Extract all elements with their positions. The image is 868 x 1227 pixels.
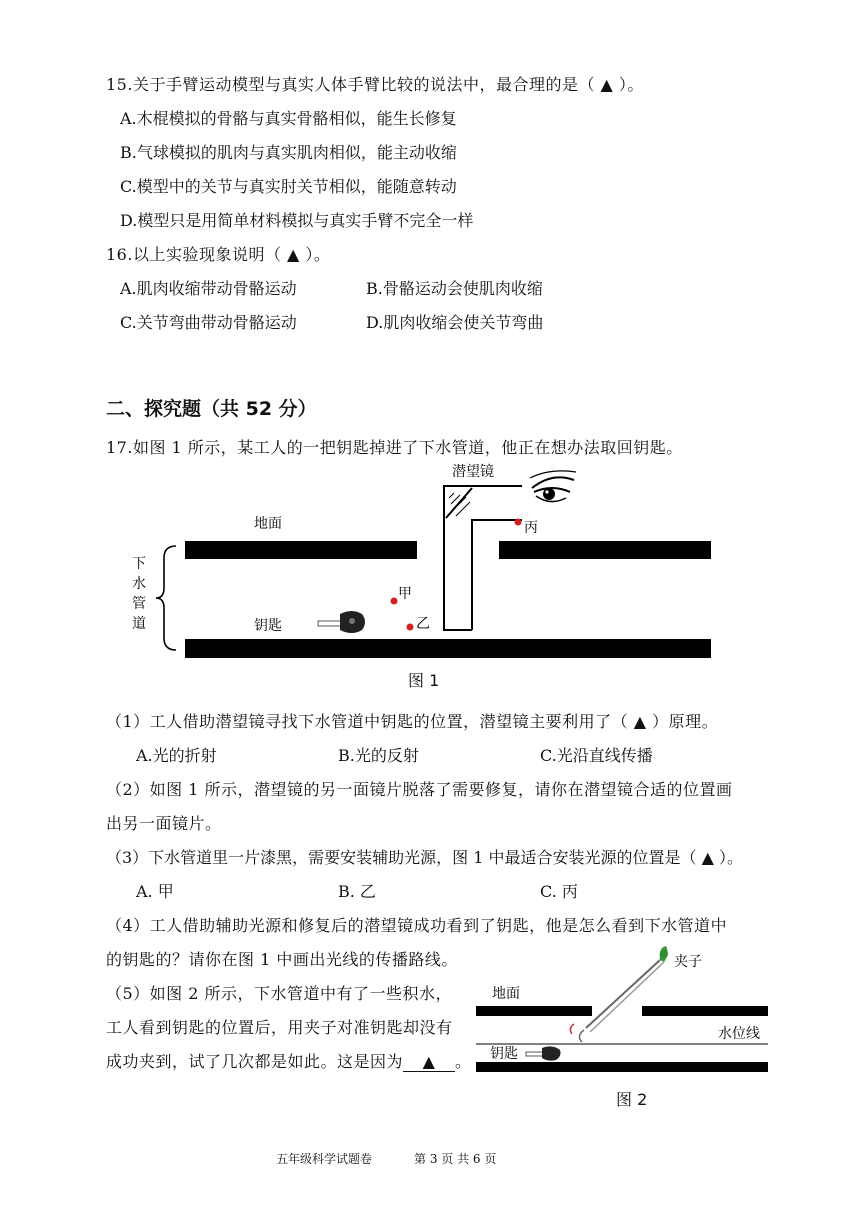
fig2-pipe-top-right (642, 1006, 768, 1016)
q17-p5-text: 成功夹到，试了几次都是如此。这是因为 (106, 1052, 404, 1071)
label-bing: 丙 (524, 520, 538, 536)
label-periscope: 潜望镜 (452, 464, 494, 480)
fig2-pipe-top-left (476, 1006, 592, 1016)
fig2-label-clip: 夹子 (674, 954, 702, 970)
figure-1 (0, 458, 868, 658)
point-bing (515, 519, 522, 526)
q17-p2-line1: （2）如图 1 所示，潜望镜的另一面镜片脱落了需要修复，请你在潜望镜合适的位置画 (106, 780, 733, 799)
figure-1-caption: 图 1 (408, 671, 440, 690)
q16-option-a: A.肌肉收缩带动骨骼运动 (120, 279, 297, 298)
q17-p5-line2: 工人看到钥匙的位置后，用夹子对准钥匙却没有 (106, 1018, 453, 1037)
q16-option-b: B.骨骼运动会使肌肉收缩 (366, 279, 543, 298)
section-title: 二、探究题（共 52 分） (106, 398, 317, 420)
q17-p2-line2: 出另一面镜片。 (106, 814, 222, 833)
q15-option-a: A.木棍模拟的骨骼与真实骨骼相似，能生长修复 (120, 109, 457, 128)
fig2-label-ground: 地面 (492, 986, 520, 1002)
q17-p4-line1: （4）工人借助辅助光源和修复后的潜望镜成功看到了钥匙，他是怎么看到下水管道中 (106, 916, 728, 935)
q17-p5-line3 (106, 1049, 472, 1072)
footer-page: 第 3 页 共 6 页 (414, 1152, 497, 1166)
pipe-bottom-wall (185, 639, 711, 658)
fig2-pipe-bottom (476, 1062, 768, 1072)
label-ground: 地面 (254, 516, 282, 532)
periscope-inner (472, 520, 522, 630)
label-pipe-4: 道 (132, 616, 146, 632)
q15-stem: 15.关于手臂运动模型与真实人体手臂比较的说法中，最合理的是（ ▲ ）。 (106, 75, 644, 94)
answer-blank[interactable]: ▲ (403, 1052, 455, 1072)
q17-p1-option-b: B.光的反射 (338, 746, 419, 765)
label-pipe-2: 水 (132, 576, 146, 592)
label-jia: 甲 (398, 586, 412, 602)
q17-p3-option-b: B. 乙 (338, 882, 376, 901)
q16-option-d: D.肌肉收缩会使关节弯曲 (366, 313, 544, 332)
q17-p1: （1）工人借助潜望镜寻找下水管道中钥匙的位置，潜望镜主要利用了（ ▲ ）原理。 (106, 712, 719, 731)
figure-2 (470, 940, 780, 1080)
q17-p1-option-a: A.光的折射 (136, 746, 217, 765)
q17-p5-end: 。 (455, 1052, 472, 1071)
q16-option-c: C.关节弯曲带动骨骼运动 (120, 313, 297, 332)
point-yi (407, 624, 414, 631)
q17-p3-option-a: A. 甲 (136, 882, 174, 901)
q17-p5-line1: （5）如图 2 所示，下水管道中有了一些积水， (106, 984, 453, 1003)
label-yi: 乙 (416, 616, 430, 632)
q17-p3-option-c: C. 丙 (540, 882, 578, 901)
q17-p4-line2: 的钥匙的？请你在图 1 中画出光线的传播路线。 (106, 950, 458, 969)
q16-stem: 16.以上实验现象说明（ ▲ ）。 (106, 245, 331, 264)
q17-p1-option-c: C.光沿直线传播 (540, 746, 653, 765)
key-icon (318, 611, 365, 633)
eye-icon (530, 471, 576, 502)
q15-option-d: D.模型只是用简单材料模拟与真实手臂不完全一样 (120, 211, 474, 230)
pipe-brace (156, 546, 176, 650)
q17-p3: （3）下水管道里一片漆黑，需要安装辅助光源，图 1 中最适合安装光源的位置是（ ▲ ）。 (106, 848, 744, 867)
pipe-top-left-wall (185, 541, 417, 559)
pipe-top-right-wall (499, 541, 711, 559)
point-jia (391, 598, 398, 605)
q15-option-c: C.模型中的关节与真实肘关节相似，能随意转动 (120, 177, 457, 196)
fig2-key-icon (526, 1046, 561, 1060)
label-key: 钥匙 (254, 618, 282, 634)
fig2-label-water: 水位线 (718, 1026, 760, 1042)
clip-icon (570, 946, 668, 1042)
figure-2-caption: 图 2 (616, 1090, 648, 1109)
label-pipe-1: 下 (132, 556, 146, 572)
q17-stem: 17.如图 1 所示，某工人的一把钥匙掉进了下水管道，他正在想办法取回钥匙。 (106, 438, 683, 457)
label-pipe-3: 管 (132, 596, 146, 612)
mirror-hatching (449, 493, 470, 516)
fig2-label-key: 钥匙 (490, 1046, 518, 1062)
q15-option-b: B.气球模拟的肌肉与真实肌肉相似，能主动收缩 (120, 143, 457, 162)
footer-title: 五年级科学试题卷 (276, 1152, 373, 1166)
